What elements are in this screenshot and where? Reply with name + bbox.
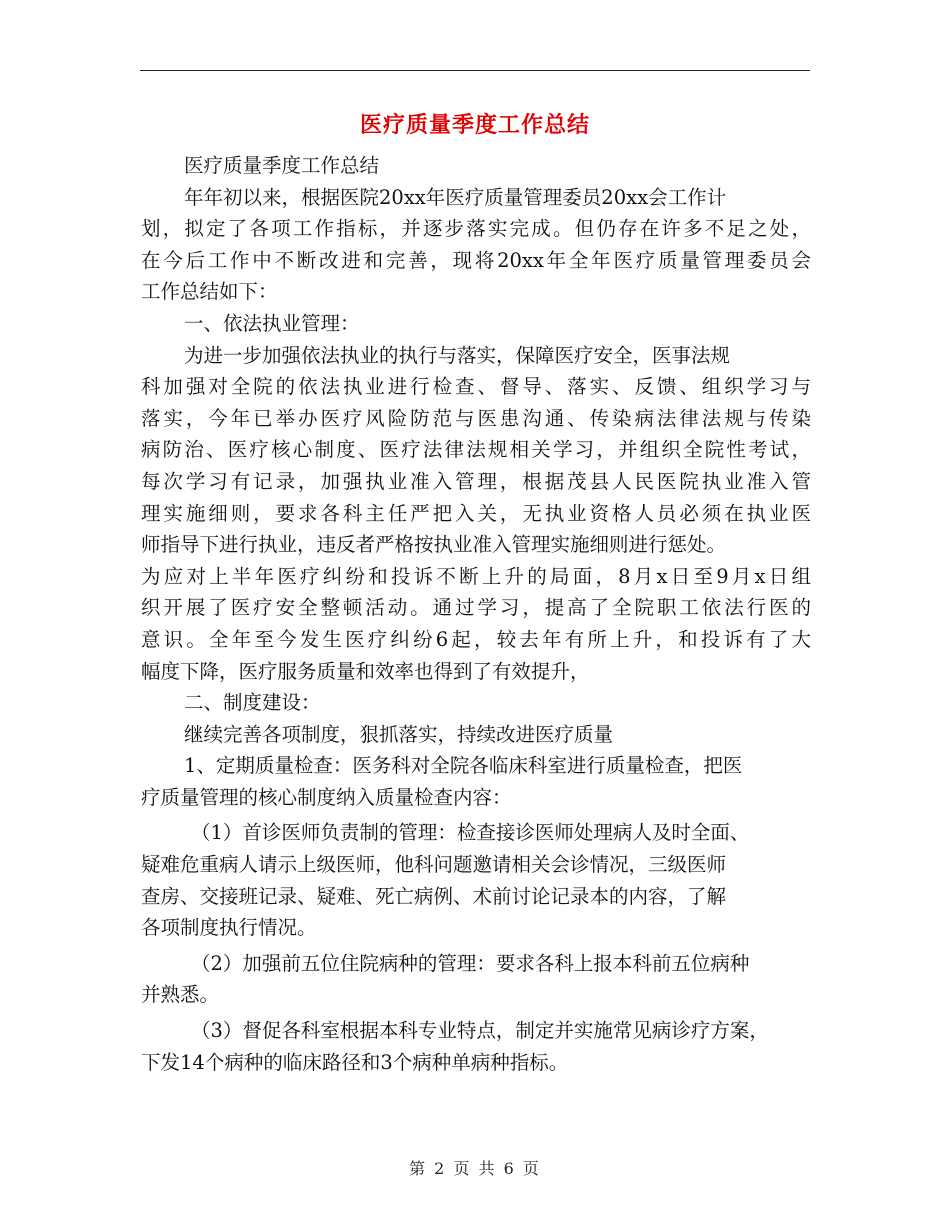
body-line: 年年初以来，根据医院20xx年医疗质量管理委员20xx会工作计	[184, 185, 727, 209]
body-line: 幅度下降，医疗服务质量和效率也得到了有效提升，	[141, 659, 590, 683]
body-line: 各项制度执行情况。	[141, 916, 317, 940]
header-rule	[140, 70, 810, 71]
body-line: 查房、交接班记录、疑难、死亡病例、术前讨论记录本的内容，了解	[141, 884, 727, 908]
body-line: 意识。全年至今发生医疗纠纷6起，较去年有所上升，和投诉有了大	[141, 627, 811, 651]
body-line: 为进一步加强依法执业的执行与落实，保障医疗安全，医事法规	[184, 343, 731, 367]
body-line: 科加强对全院的依法执业进行检查、督导、落实、反馈、组织学习与	[141, 375, 811, 399]
body-line: 疑难危重病人请示上级医师，他科问题邀请相关会诊情况，三级医师	[141, 853, 727, 877]
body-line: 划，拟定了各项工作指标，并逐步落实完成。但仍存在许多不足之处，	[141, 217, 811, 241]
document-body	[141, 150, 811, 1078]
body-line: 织开展了医疗安全整顿活动。通过学习，提高了全院职工依法行医的	[141, 596, 811, 620]
body-line: 每次学习有记录，加强执业准入管理，根据茂县人民医院执业准入管	[141, 469, 811, 493]
body-line: 病防治、医疗核心制度、医疗法律法规相关学习，并组织全院性考试，	[141, 438, 811, 462]
body-line: 继续完善各项制度，狠抓落实，持续改进医疗质量	[184, 722, 614, 746]
body-line: 工作总结如下：	[141, 280, 278, 304]
body-line: （3）督促各科室根据本科专业特点，制定并实施常见病诊疗方案，	[191, 1019, 769, 1043]
body-line: （2）加强前五位住院病种的管理：要求各科上报本科前五位病种	[191, 951, 750, 975]
body-line: 医疗质量季度工作总结	[184, 154, 380, 177]
body-line: 师指导下进行执业，违反者严格按执业准入管理实施细则进行惩处。	[141, 533, 727, 557]
body-line: 为应对上半年医疗纠纷和投诉不断上升的局面，8月x日至9月x日组	[141, 564, 811, 588]
body-line: 下发14个病种的临床路径和3个病种单病种指标。	[141, 1050, 569, 1074]
body-line: 并熟悉。	[141, 983, 220, 1007]
page-footer: 第 2 页 共 6 页	[409, 1159, 541, 1178]
body-line: 1、定期质量检查：医务科对全院各临床科室进行质量检查，把医	[184, 754, 743, 778]
body-line: 疗质量管理的核心制度纳入质量检查内容：	[141, 785, 512, 809]
section-heading: 一、依法执业管理：	[184, 311, 360, 335]
body-line: （1）首诊医师负责制的管理：检查接诊医师处理病人及时全面、	[191, 821, 750, 845]
body-line: 落实，今年已举办医疗风险防范与医患沟通、传染病法律法规与传染	[141, 406, 811, 430]
body-line: 在今后工作中不断改进和完善，现将20xx年全年医疗质量管理委员会	[141, 248, 811, 272]
section-heading: 二、制度建设：	[184, 691, 321, 715]
document-title: 医疗质量季度工作总结	[359, 113, 590, 138]
body-line: 理实施细则，要求各科主任严把入关，无执业资格人员必须在执业医	[141, 501, 811, 525]
